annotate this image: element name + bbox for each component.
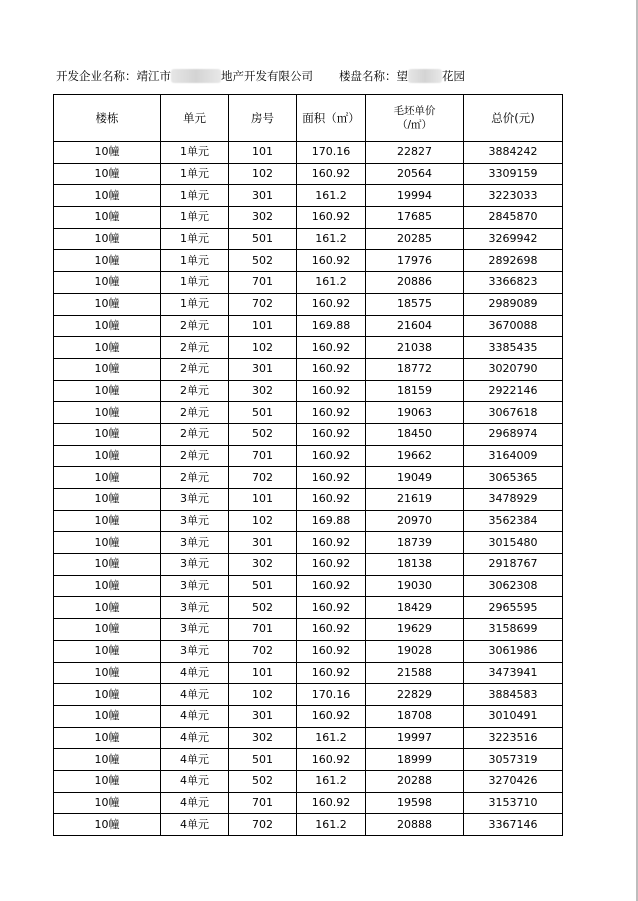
cell-unit-price: 21604 [366, 315, 464, 337]
table-row [54, 228, 563, 250]
cell-area: 160.92 [297, 250, 366, 272]
cell-area: 169.88 [297, 315, 366, 337]
cell-building: 10幢 [54, 315, 161, 337]
cell-building: 10幢 [54, 705, 161, 727]
col-header-room: 房号 [229, 95, 297, 142]
cell-total: 3670088 [464, 315, 563, 337]
cell-unit-price: 19997 [366, 727, 464, 749]
cell-unit: 1单元 [161, 185, 229, 207]
col-header-unit: 单元 [161, 95, 229, 142]
cell-area: 160.92 [297, 662, 366, 684]
cell-unit: 1单元 [161, 272, 229, 294]
cell-room: 302 [229, 727, 297, 749]
cell-room: 102 [229, 163, 297, 185]
cell-unit-price: 19598 [366, 792, 464, 814]
cell-building: 10幢 [54, 380, 161, 402]
cell-building: 10幢 [54, 272, 161, 294]
cell-area: 160.92 [297, 445, 366, 467]
cell-total: 3057319 [464, 749, 563, 771]
cell-room: 101 [229, 315, 297, 337]
cell-room: 302 [229, 554, 297, 576]
cell-room: 702 [229, 640, 297, 662]
cell-total: 3884242 [464, 142, 563, 164]
cell-area: 160.92 [297, 380, 366, 402]
cell-building: 10幢 [54, 792, 161, 814]
cell-unit-price: 18739 [366, 532, 464, 554]
table-row [54, 554, 563, 576]
cell-unit-price: 19049 [366, 467, 464, 489]
cell-total: 3067618 [464, 402, 563, 424]
cell-room: 701 [229, 272, 297, 294]
cell-room: 301 [229, 358, 297, 380]
cell-unit: 2单元 [161, 315, 229, 337]
table-row [54, 293, 563, 315]
cell-unit-price: 17976 [366, 250, 464, 272]
cell-building: 10幢 [54, 749, 161, 771]
cell-area: 160.92 [297, 423, 366, 445]
cell-unit-price: 18772 [366, 358, 464, 380]
cell-building: 10幢 [54, 510, 161, 532]
cell-unit: 3单元 [161, 532, 229, 554]
table-row [54, 532, 563, 554]
cell-building: 10幢 [54, 358, 161, 380]
table-row [54, 684, 563, 706]
cell-unit-price: 18708 [366, 705, 464, 727]
cell-building: 10幢 [54, 684, 161, 706]
cell-building: 10幢 [54, 163, 161, 185]
col-header-building: 楼栋 [54, 95, 161, 142]
cell-building: 10幢 [54, 597, 161, 619]
cell-room: 701 [229, 619, 297, 641]
table-row [54, 185, 563, 207]
cell-total: 3065365 [464, 467, 563, 489]
cell-unit: 3单元 [161, 510, 229, 532]
cell-total: 2918767 [464, 554, 563, 576]
cell-unit: 4单元 [161, 792, 229, 814]
redacted-developer-name [171, 69, 221, 83]
cell-room: 701 [229, 792, 297, 814]
cell-unit: 4单元 [161, 684, 229, 706]
table-row [54, 272, 563, 294]
cell-unit-price: 21038 [366, 337, 464, 359]
cell-total: 3562384 [464, 510, 563, 532]
cell-total: 3223033 [464, 185, 563, 207]
unit-price-table [53, 94, 563, 836]
cell-unit: 3单元 [161, 597, 229, 619]
developer-name-suffix: 地产开发有限公司 [221, 69, 313, 83]
cell-total: 3062308 [464, 575, 563, 597]
cell-unit-price: 18429 [366, 597, 464, 619]
cell-room: 502 [229, 423, 297, 445]
cell-area: 160.92 [297, 293, 366, 315]
cell-building: 10幢 [54, 489, 161, 511]
table-row [54, 814, 563, 836]
cell-room: 101 [229, 142, 297, 164]
table-row [54, 445, 563, 467]
col-header-area: 面积（㎡） [297, 95, 366, 142]
cell-total: 3367146 [464, 814, 563, 836]
cell-total: 3020790 [464, 358, 563, 380]
table-body [54, 142, 563, 836]
cell-unit: 3单元 [161, 640, 229, 662]
cell-building: 10幢 [54, 293, 161, 315]
cell-area: 160.92 [297, 163, 366, 185]
cell-room: 102 [229, 510, 297, 532]
cell-unit-price: 20564 [366, 163, 464, 185]
cell-area: 169.88 [297, 510, 366, 532]
cell-area: 160.92 [297, 554, 366, 576]
cell-total: 3158699 [464, 619, 563, 641]
table-row [54, 575, 563, 597]
cell-area: 160.92 [297, 207, 366, 229]
table-row [54, 207, 563, 229]
cell-room: 102 [229, 337, 297, 359]
table-row [54, 792, 563, 814]
cell-unit-price: 19030 [366, 575, 464, 597]
cell-unit: 4单元 [161, 662, 229, 684]
cell-building: 10幢 [54, 207, 161, 229]
cell-area: 160.92 [297, 489, 366, 511]
cell-room: 702 [229, 293, 297, 315]
cell-building: 10幢 [54, 814, 161, 836]
cell-area: 160.92 [297, 358, 366, 380]
cell-total: 3061986 [464, 640, 563, 662]
cell-unit: 2单元 [161, 423, 229, 445]
cell-total: 3269942 [464, 228, 563, 250]
cell-total: 2922146 [464, 380, 563, 402]
cell-unit: 1单元 [161, 163, 229, 185]
cell-room: 502 [229, 250, 297, 272]
cell-area: 161.2 [297, 770, 366, 792]
cell-unit-price: 19662 [366, 445, 464, 467]
cell-unit: 4单元 [161, 814, 229, 836]
table-row [54, 467, 563, 489]
cell-room: 101 [229, 489, 297, 511]
cell-unit: 2单元 [161, 402, 229, 424]
cell-area: 161.2 [297, 185, 366, 207]
cell-area: 160.92 [297, 640, 366, 662]
table-row [54, 619, 563, 641]
table-row [54, 380, 563, 402]
cell-unit-price: 19629 [366, 619, 464, 641]
cell-area: 160.92 [297, 792, 366, 814]
cell-unit-price: 22829 [366, 684, 464, 706]
cell-unit-price: 18575 [366, 293, 464, 315]
cell-building: 10幢 [54, 250, 161, 272]
cell-total: 2845870 [464, 207, 563, 229]
cell-unit: 1单元 [161, 207, 229, 229]
table-row [54, 489, 563, 511]
table-header-row [54, 95, 563, 142]
cell-unit: 2单元 [161, 445, 229, 467]
cell-total: 3010491 [464, 705, 563, 727]
table-row [54, 770, 563, 792]
cell-unit-price: 20285 [366, 228, 464, 250]
cell-room: 101 [229, 662, 297, 684]
cell-unit-price: 21619 [366, 489, 464, 511]
table-row [54, 142, 563, 164]
cell-room: 502 [229, 770, 297, 792]
cell-unit-price: 20886 [366, 272, 464, 294]
cell-unit: 1单元 [161, 293, 229, 315]
cell-room: 501 [229, 749, 297, 771]
table-row [54, 423, 563, 445]
project-label: 楼盘名称： [339, 69, 397, 83]
cell-total: 3473941 [464, 662, 563, 684]
cell-unit: 2单元 [161, 337, 229, 359]
cell-area: 161.2 [297, 814, 366, 836]
cell-total: 3015480 [464, 532, 563, 554]
cell-total: 3309159 [464, 163, 563, 185]
cell-area: 170.16 [297, 142, 366, 164]
cell-total: 2892698 [464, 250, 563, 272]
cell-building: 10幢 [54, 185, 161, 207]
cell-total: 2989089 [464, 293, 563, 315]
cell-building: 10幢 [54, 640, 161, 662]
cell-room: 501 [229, 402, 297, 424]
cell-room: 501 [229, 575, 297, 597]
cell-area: 160.92 [297, 705, 366, 727]
cell-unit: 3单元 [161, 554, 229, 576]
cell-area: 170.16 [297, 684, 366, 706]
cell-unit-price: 20288 [366, 770, 464, 792]
cell-area: 160.92 [297, 597, 366, 619]
table-row [54, 163, 563, 185]
cell-building: 10幢 [54, 467, 161, 489]
cell-area: 161.2 [297, 727, 366, 749]
cell-unit: 2单元 [161, 467, 229, 489]
cell-total: 3884583 [464, 684, 563, 706]
cell-unit-price: 18999 [366, 749, 464, 771]
cell-unit: 3单元 [161, 489, 229, 511]
cell-unit-price: 20970 [366, 510, 464, 532]
cell-unit: 2单元 [161, 358, 229, 380]
cell-room: 301 [229, 705, 297, 727]
cell-unit: 4单元 [161, 727, 229, 749]
cell-room: 301 [229, 185, 297, 207]
cell-unit-price: 18450 [366, 423, 464, 445]
cell-total: 2965595 [464, 597, 563, 619]
cell-room: 501 [229, 228, 297, 250]
cell-area: 161.2 [297, 228, 366, 250]
cell-building: 10幢 [54, 770, 161, 792]
cell-unit-price: 22827 [366, 142, 464, 164]
cell-room: 102 [229, 684, 297, 706]
cell-total: 3385435 [464, 337, 563, 359]
document-header [56, 68, 465, 84]
cell-unit: 4单元 [161, 705, 229, 727]
col-header-unit-price [366, 95, 464, 142]
cell-room: 701 [229, 445, 297, 467]
cell-total: 3366823 [464, 272, 563, 294]
cell-building: 10幢 [54, 142, 161, 164]
cell-room: 301 [229, 532, 297, 554]
table-row [54, 315, 563, 337]
cell-unit-price: 17685 [366, 207, 464, 229]
cell-unit-price: 19063 [366, 402, 464, 424]
developer-name-prefix: 靖江市 [136, 69, 171, 83]
cell-area: 160.92 [297, 467, 366, 489]
table-row [54, 402, 563, 424]
cell-building: 10幢 [54, 662, 161, 684]
table-row [54, 510, 563, 532]
cell-room: 702 [229, 467, 297, 489]
project-name-suffix: 花园 [442, 69, 465, 83]
cell-area: 160.92 [297, 532, 366, 554]
unit-price-unit: （/㎡） [396, 119, 433, 131]
table-row [54, 705, 563, 727]
developer-label: 开发企业名称： [56, 69, 137, 83]
cell-area: 160.92 [297, 749, 366, 771]
table-row [54, 749, 563, 771]
cell-unit: 2单元 [161, 380, 229, 402]
cell-total: 3270426 [464, 770, 563, 792]
cell-total: 3164009 [464, 445, 563, 467]
redacted-project-name [408, 69, 442, 83]
cell-area: 161.2 [297, 272, 366, 294]
cell-room: 702 [229, 814, 297, 836]
cell-unit: 3单元 [161, 575, 229, 597]
cell-building: 10幢 [54, 619, 161, 641]
cell-unit: 4单元 [161, 770, 229, 792]
cell-area: 160.92 [297, 619, 366, 641]
cell-room: 302 [229, 380, 297, 402]
cell-building: 10幢 [54, 228, 161, 250]
project-name-prefix: 望 [396, 69, 408, 83]
cell-unit-price: 18138 [366, 554, 464, 576]
cell-area: 160.92 [297, 337, 366, 359]
cell-area: 160.92 [297, 402, 366, 424]
cell-unit-price: 21588 [366, 662, 464, 684]
cell-total: 2968974 [464, 423, 563, 445]
cell-total: 3478929 [464, 489, 563, 511]
cell-unit-price: 18159 [366, 380, 464, 402]
cell-building: 10幢 [54, 445, 161, 467]
table-row [54, 358, 563, 380]
cell-room: 302 [229, 207, 297, 229]
table-row [54, 662, 563, 684]
cell-unit: 4单元 [161, 749, 229, 771]
col-header-total: 总价(元) [464, 95, 563, 142]
cell-unit: 1单元 [161, 142, 229, 164]
cell-unit-price: 20888 [366, 814, 464, 836]
cell-building: 10幢 [54, 554, 161, 576]
cell-unit-price: 19994 [366, 185, 464, 207]
cell-building: 10幢 [54, 402, 161, 424]
cell-building: 10幢 [54, 727, 161, 749]
cell-total: 3153710 [464, 792, 563, 814]
unit-price-title: 毛坯单价 [393, 105, 436, 117]
cell-building: 10幢 [54, 337, 161, 359]
table-row [54, 250, 563, 272]
cell-unit: 1单元 [161, 250, 229, 272]
table-row [54, 337, 563, 359]
table-row [54, 640, 563, 662]
cell-building: 10幢 [54, 423, 161, 445]
cell-unit: 1单元 [161, 228, 229, 250]
cell-building: 10幢 [54, 575, 161, 597]
cell-unit-price: 19028 [366, 640, 464, 662]
cell-unit: 3单元 [161, 619, 229, 641]
cell-total: 3223516 [464, 727, 563, 749]
table-row [54, 727, 563, 749]
cell-area: 160.92 [297, 575, 366, 597]
cell-building: 10幢 [54, 532, 161, 554]
table-row [54, 597, 563, 619]
cell-room: 502 [229, 597, 297, 619]
